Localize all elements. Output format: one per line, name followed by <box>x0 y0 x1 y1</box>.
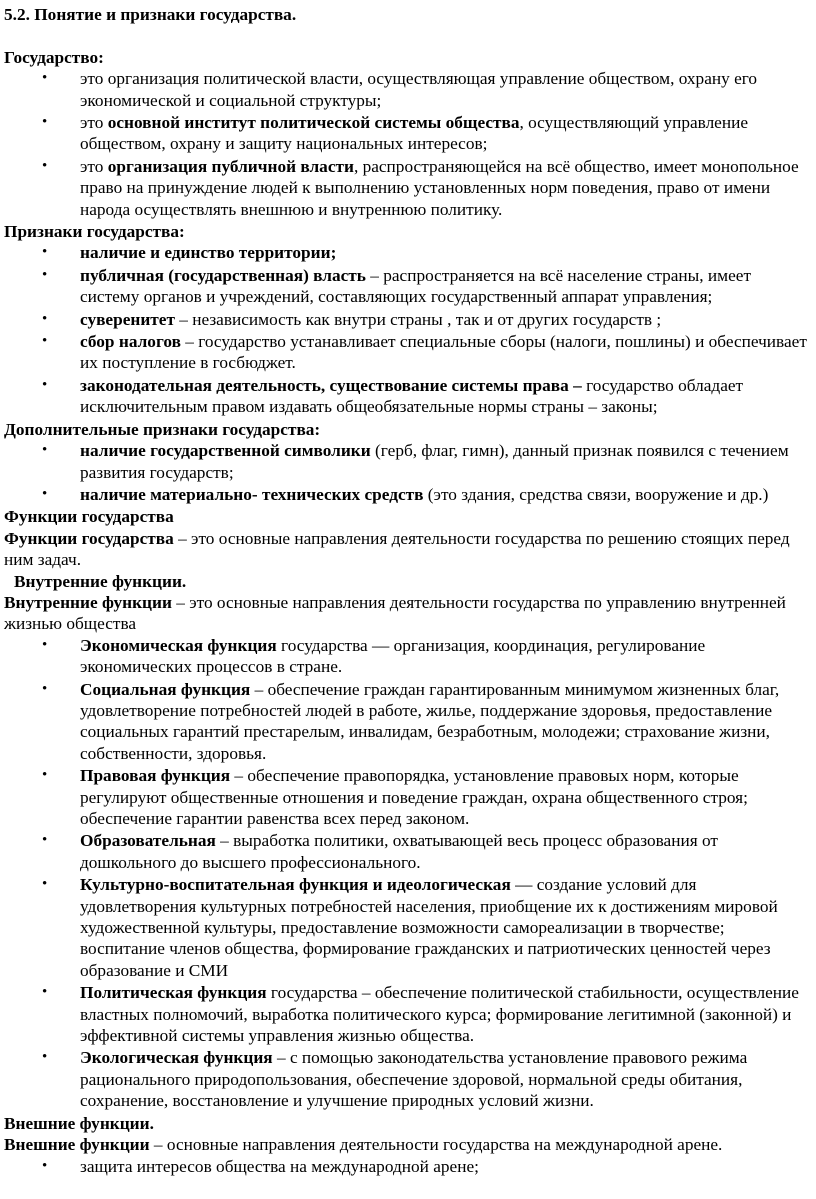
list-item-term: наличие материально- технических средств <box>80 484 424 504</box>
bullet-icon: • <box>42 157 48 174</box>
bullet-icon: • <box>42 1157 48 1174</box>
bullet-icon: • <box>42 244 48 261</box>
list-item-term: основной институт политической системы общества <box>107 113 520 133</box>
functions-definition-term: Функции государства <box>4 528 174 548</box>
list-item-text: защита интересов общества на международной арене; <box>80 1156 479 1176</box>
list-item <box>4 1156 812 1177</box>
functions-definition <box>4 528 812 571</box>
functions-heading: Функции государства <box>4 507 174 527</box>
list-item-term: организация публичной власти <box>107 156 354 176</box>
list-item-text: – с помощью законодательства установление правового режима рационального природопользования, обеспечение здоровой, нормальной среды обитания, сохранение, восстановление и улучшение природных условий жизни. <box>80 1048 748 1111</box>
list-item-term: суверенитет <box>80 309 175 329</box>
list-item-term: Правовая функция <box>80 766 231 786</box>
internal-functions-definition <box>4 592 812 635</box>
list-item <box>4 1047 812 1111</box>
list-item <box>4 765 812 829</box>
internal-definition-term: Внутренние функции <box>4 592 172 612</box>
list-item <box>4 68 812 111</box>
list-item-text: государство обладает исключительным правом издавать общеобязательные нормы страны – законы; <box>80 375 744 417</box>
bullet-icon: • <box>42 485 48 502</box>
functions-definition-text: – это основные направления деятельности государства по решению стоящих перед ним задач. <box>4 528 790 570</box>
list-item-text: (это здания, средства связи, вооружение и др.) <box>423 484 769 504</box>
list-item-text: – государство устанавливает специальные сборы (налоги, пошлины) и обеспечивает их поступление в госбюджет. <box>80 332 807 373</box>
bullet-icon: • <box>42 1049 48 1066</box>
list-item-text: – выработка политики, охватывающей весь процесс образования от дошкольного до высшего профессионального. <box>80 831 718 872</box>
bullet-icon: • <box>42 70 48 87</box>
list-item-text: – обеспечение правопорядка, установление правовых норм, которые регулируют общественные отношения и поведение граждан, охрана общественного строя; обеспечение гарантии равенства всех перед законом. <box>80 766 748 829</box>
list-item-term: Культурно-воспитательная функция и идеологическая <box>80 875 511 895</box>
internal-definition-text: – это основные направления деятельности государства по управлению внутренней жизнью общества <box>4 592 786 634</box>
list-item <box>4 982 812 1046</box>
bullet-icon: • <box>42 832 48 849</box>
bullet-icon: • <box>42 636 48 653</box>
bullet-icon: • <box>42 767 48 784</box>
bullet-icon: • <box>42 680 48 697</box>
list-item <box>4 375 812 418</box>
list-item-term: законодательная деятельность, существование системы права – <box>80 375 582 395</box>
list-item-term: Образовательная <box>80 831 216 851</box>
list-item-term: Экологическая функция <box>80 1048 273 1068</box>
internal-functions-list <box>4 635 812 1112</box>
list-item-text: (герб, флаг, гимн), данный признак появился с течением развития государств; <box>80 441 789 482</box>
list-item-text: – независимость как внутри страны , так и от других государств ; <box>174 309 662 329</box>
external-functions-heading: Внешние функции. <box>4 1113 154 1133</box>
list-item-term: публичная (государственная) власть <box>80 265 366 285</box>
extra-signs-list <box>4 440 812 505</box>
list-item-text: – распространяется на всё население страны, имеет систему органов и учреждений, составляющих государственный аппарат управления; <box>80 265 752 307</box>
list-item <box>4 156 812 220</box>
list-item-text: – обеспечение граждан гарантированным минимумом жизненных благ, удовлетворение потребностей людей в работе, жилье, поддержание здоровья, предоставление социальных гарантий престарелым, инвалидам, безработным, молодежи; страхование жизни, собственности, здоровья. <box>80 679 780 763</box>
list-item-text: , распространяющейся на всё общество, имеет монопольное право на принуждение людей к выполнению установленных норм поведения, право от имени народа осуществлять внешнюю и внутреннюю политику. <box>80 156 799 219</box>
bullet-icon: • <box>42 333 48 350</box>
list-item <box>4 484 812 505</box>
list-item <box>4 679 812 765</box>
internal-functions-heading: Внутренние функции. <box>14 571 187 591</box>
list-item-term: наличие и единство территории; <box>80 243 337 263</box>
list-item-term: Экономическая функция <box>80 635 277 655</box>
list-item <box>4 440 812 483</box>
list-item <box>4 874 812 981</box>
list-item <box>4 242 812 263</box>
bullet-icon: • <box>42 984 48 1001</box>
list-item <box>4 112 812 155</box>
signs-list <box>4 242 812 417</box>
external-definition-term: Внешние функции <box>4 1135 150 1155</box>
list-item-text: — создание условий для удовлетворения культурных потребностей населения, приобщение их к достижениям мировой художественной культуры, предоставление возможности самореализации в творчестве; воспитание членов общества, формирование гражданских и патриотических ценностей через образование и СМИ <box>80 875 778 980</box>
bullet-icon: • <box>42 114 48 131</box>
list-item <box>4 265 812 308</box>
list-item-term: Социальная функция <box>80 679 251 699</box>
state-definition-list <box>4 68 812 220</box>
list-item-text: государства – обеспечение политической стабильности, осуществление властных полномочий, выработка политического курса; формирование легитимной (законной) и эффективной системы управления жизнью общества. <box>80 983 799 1046</box>
list-item-prefix: это <box>80 113 108 133</box>
bullet-icon: • <box>42 376 48 393</box>
external-functions-definition <box>4 1134 812 1155</box>
bullet-icon: • <box>42 266 48 283</box>
list-item-text: , осуществляющий управление обществом, охрану и защиту национальных интересов; <box>80 113 749 154</box>
list-item-term: сбор налогов <box>80 332 181 352</box>
state-heading: Государство: <box>4 47 104 67</box>
list-item-text: это организация политической власти, осуществляющая управление обществом, охрану его экономической и социальной структуры; <box>80 69 758 110</box>
external-functions-list <box>4 1156 812 1177</box>
spacer <box>4 25 812 46</box>
bullet-icon: • <box>42 310 48 327</box>
list-item-term: наличие государственной символики <box>80 441 371 461</box>
list-item <box>4 309 812 330</box>
list-item-text: государства — организация, координация, регулирование экономических процессов в стране. <box>80 635 706 677</box>
signs-heading: Признаки государства: <box>4 222 185 242</box>
external-definition-text: – основные направления деятельности государства на международной арене. <box>149 1135 723 1155</box>
section-title: 5.2. Понятие и признаки государства. <box>4 5 297 24</box>
list-item <box>4 830 812 873</box>
list-item <box>4 635 812 678</box>
extra-signs-heading: Дополнительные признаки государства: <box>4 419 321 439</box>
list-item-prefix: это <box>80 156 108 176</box>
bullet-icon: • <box>42 442 48 459</box>
list-item <box>4 331 812 374</box>
bullet-icon: • <box>42 876 48 893</box>
list-item-term: Политическая функция <box>80 983 267 1003</box>
